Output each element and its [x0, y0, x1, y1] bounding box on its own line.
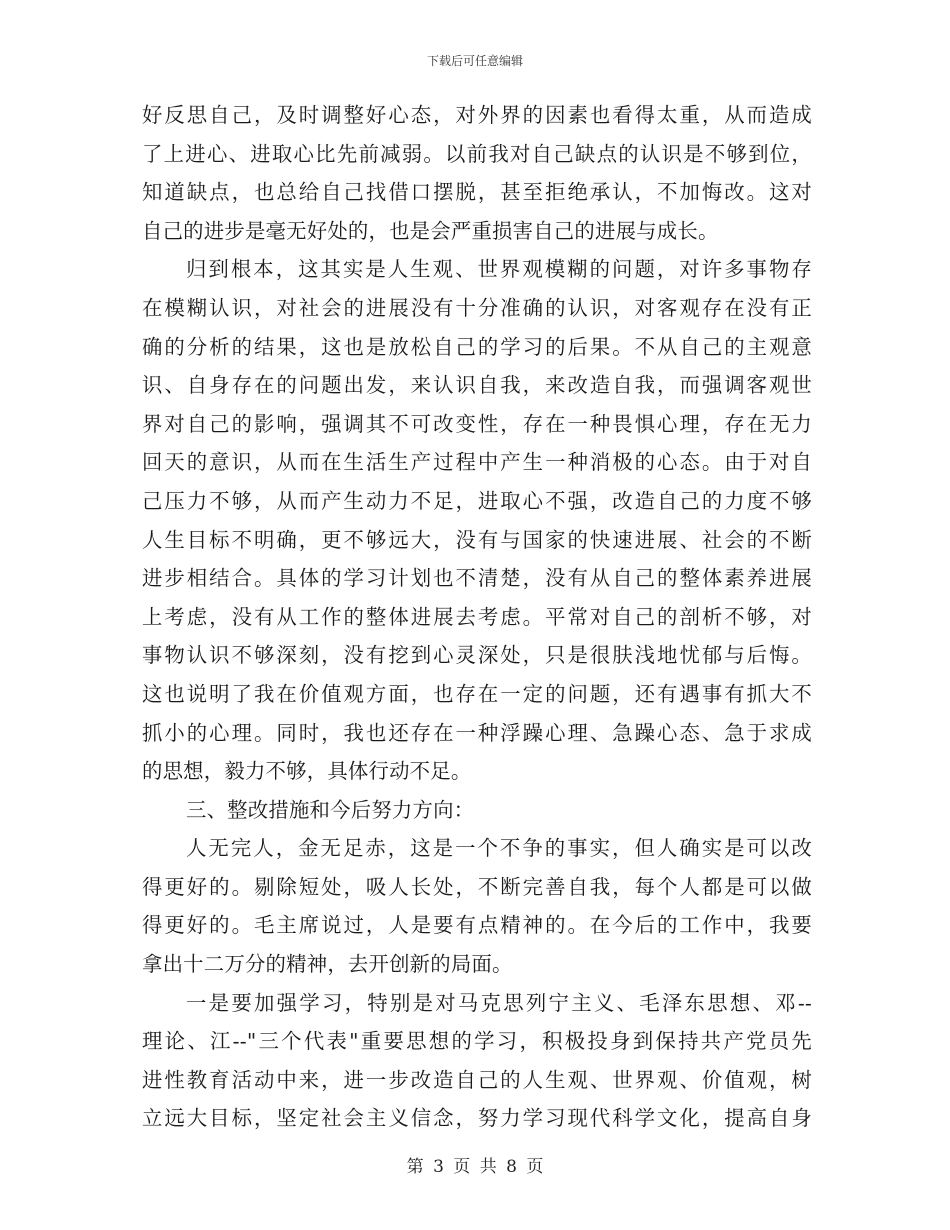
text-line: 进步相结合。具体的学习计划也不清楚，没有从自己的整体素养进展: [142, 566, 812, 591]
text-line: 拿出十二万分的精神，去开创新的局面。: [142, 952, 513, 977]
text-line: 抓小的心理。同时，我也还存在一种浮躁心理、急躁心态、急于求成: [142, 720, 812, 745]
text-line: 三、整改措施和今后努力方向：: [186, 797, 475, 822]
text-line: 己压力不够，从而产生动力不足，进取心不强，改造自己的力度不够: [142, 488, 812, 513]
text-line: 人生目标不明确，更不够远大，没有与国家的快速进展、社会的不断: [142, 527, 812, 552]
text-line: 理论、江--"三个代表"重要思想的学习，积极投身到保持共产党员先: [142, 1029, 812, 1054]
text-line: 归到根本，这其实是人生观、世界观模糊的问题，对许多事物存: [186, 257, 812, 282]
text-line: 回天的意识，从而在生活生产过程中产生一种消极的心态。由于对自: [142, 450, 812, 475]
text-line: 确的分析的结果，这也是放松自己的学习的后果。不从自己的主观意: [142, 334, 812, 359]
text-line: 自己的进步是毫无好处的，也是会严重损害自己的进展与成长。: [142, 218, 719, 243]
text-line: 一是要加强学习，特别是对马克思列宁主义、毛泽东思想、邓--: [186, 990, 812, 1015]
text-line: 了上进心、进取心比先前减弱。以前我对自己缺点的认识是不够到位，: [142, 141, 812, 166]
text-line: 进性教育活动中来，进一步改造自己的人生观、世界观、价值观，树: [142, 1067, 812, 1092]
text-line: 这也说明了我在价值观方面，也存在一定的问题，还有遇事有抓大不: [142, 681, 812, 706]
text-line: 好反思自己，及时调整好心态，对外界的因素也看得太重，从而造成: [142, 103, 812, 127]
text-line: 在模糊认识，对社会的进展没有十分准确的认识，对客观存在没有正: [142, 295, 812, 320]
page-footer: 第 3 页 共 8 页: [406, 1157, 544, 1177]
text-line: 立远大目标，坚定社会主义信念，努力学习现代科学文化，提高自身: [142, 1106, 812, 1131]
text-line: 识、自身存在的问题出发，来认识自我，来改造自我，而强调客观世: [142, 373, 812, 398]
text-line: 上考虑，没有从工作的整体进展去考虑。平常对自己的剖析不够，对: [142, 604, 812, 629]
text-line: 人无完人，金无足赤，这是一个不争的事实，但人确实是可以改: [186, 836, 812, 861]
text-line: 知道缺点，也总给自己找借口摆脱，甚至拒绝承认，不加悔改。这对: [142, 180, 812, 205]
page-header: 下载后可任意编辑: [426, 54, 523, 68]
text-line: 的思想，毅力不够，具体行动不足。: [142, 759, 472, 784]
text-line: 得更好的。毛主席说过，人是要有点精神的。在今后的工作中，我要: [142, 913, 812, 938]
text-line: 事物认识不够深刻，没有挖到心灵深处，只是很肤浅地忧郁与后悔。: [142, 643, 812, 668]
text-line: 界对自己的影响，强调其不可改变性，存在一种畏惧心理，存在无力: [142, 411, 812, 436]
text-line: 得更好的。剔除短处，吸人长处，不断完善自我，每个人都是可以做: [142, 874, 812, 899]
document-body: [142, 96, 812, 1138]
